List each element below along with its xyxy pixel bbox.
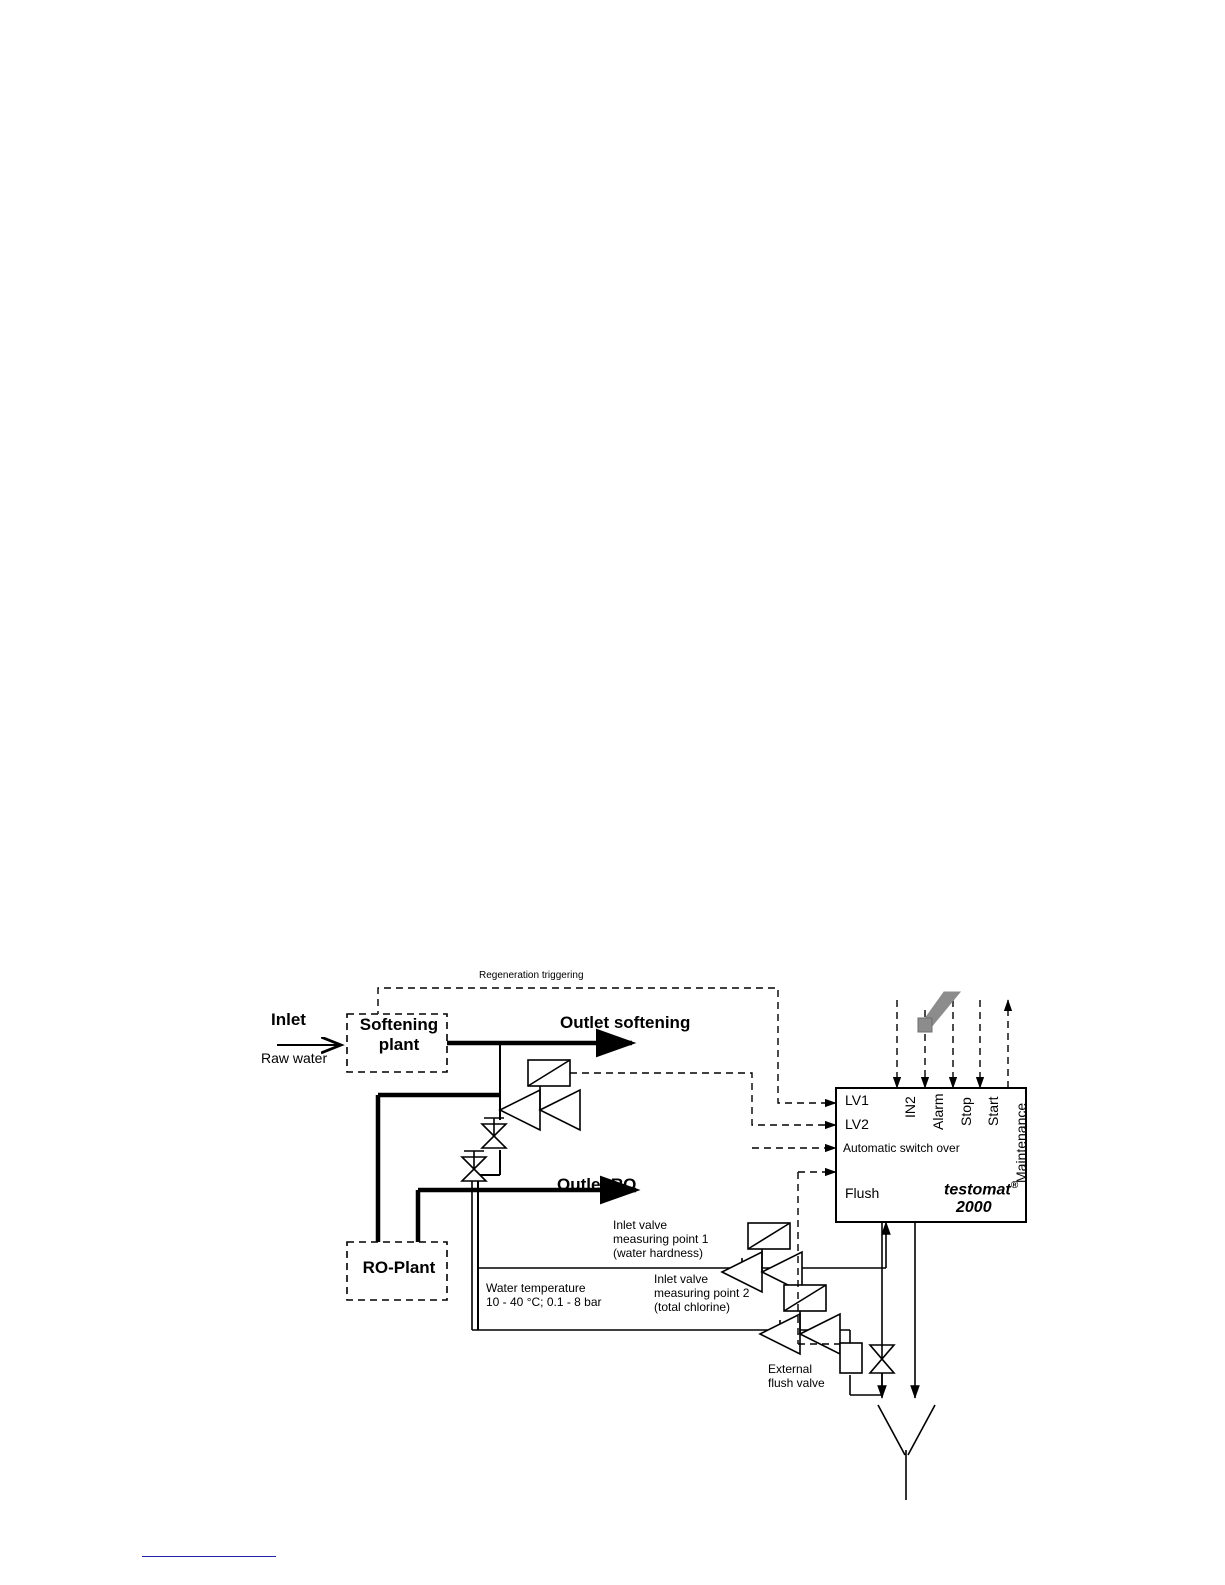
label-inlet: Inlet <box>271 1010 306 1029</box>
device-input-lv2: LV2 <box>845 1116 869 1132</box>
device-brand-superscript: ® <box>1010 1180 1019 1191</box>
device-signal-start: Start <box>985 1096 1001 1126</box>
label-outlet-softening: Outlet softening <box>560 1013 691 1032</box>
signal-regen-valve <box>570 1073 836 1125</box>
pipe-funnel-right <box>908 1405 935 1455</box>
device-input-lv1: LV1 <box>845 1092 869 1108</box>
label-outlet-ro: Outlet RO <box>557 1175 637 1194</box>
pipe-funnel-left <box>878 1405 905 1455</box>
label-inlet-valve-mp1: Inlet valve measuring point 1 (water hardness) <box>613 1218 709 1261</box>
device-signal-stop: Stop <box>958 1097 974 1126</box>
page-footer-link[interactable] <box>142 1556 276 1557</box>
label-ro-plant: RO-Plant <box>362 1258 436 1277</box>
valve-manual-2 <box>462 1151 486 1181</box>
label-softening-plant: Softening plant <box>359 1015 439 1055</box>
device-signal-in2: IN2 <box>902 1096 918 1118</box>
valve-regeneration <box>500 1060 580 1130</box>
device-input-automatic-switch-over: Automatic switch over <box>843 1141 960 1155</box>
label-water-temperature: Water temperature 10 - 40 °C; 0.1 - 8 bar <box>486 1281 602 1310</box>
valve-manual-1 <box>482 1118 506 1148</box>
device-signal-maintenance: Maintenance <box>1013 1102 1029 1183</box>
label-raw-water: Raw water <box>261 1050 328 1066</box>
valve-symbols <box>462 1060 894 1373</box>
label-external-flush-valve: External flush valve <box>768 1362 825 1391</box>
device-brand <box>944 1180 1018 1200</box>
label-inlet-valve-mp2: Inlet valve measuring point 2 (total chlorine) <box>654 1272 750 1315</box>
valve-external-flush <box>840 1340 894 1373</box>
label-regeneration-triggering: Regeneration triggering <box>479 970 584 981</box>
device-signal-alarm: Alarm <box>930 1093 946 1130</box>
device-brand-name: testomat <box>944 1181 1011 1199</box>
device-model: 2000 <box>956 1199 992 1216</box>
device-input-flush: Flush <box>845 1185 880 1201</box>
